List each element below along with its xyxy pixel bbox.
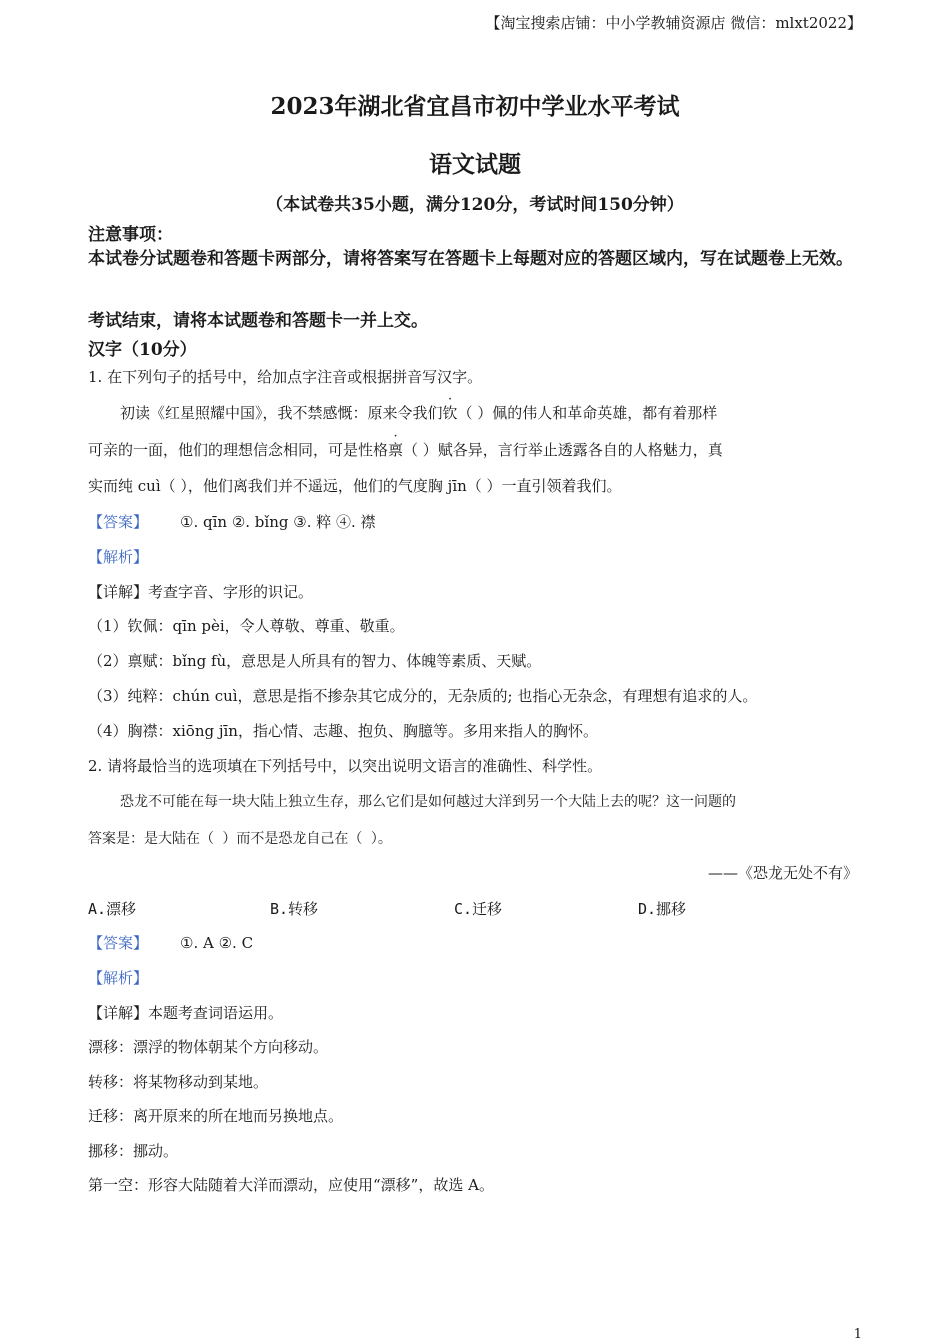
dotted-char: 禀 — [388, 441, 404, 459]
dotted-char: 钦 — [442, 404, 458, 422]
q1-passage-line-1 — [120, 402, 717, 423]
q2-answer-row — [88, 932, 253, 953]
q1-answer: ①. qīn ②. bǐng ③. 粹 ④. 襟 — [180, 513, 376, 531]
section-heading: 汉字（10分） — [88, 340, 197, 360]
q1-passage-text: （ ）赋各异，言行举止透露各自的人格魅力，真 — [403, 441, 723, 459]
answer-label: 【答案】 — [88, 934, 149, 952]
exam-info: （本试卷共35小题，满分120分，考试时间150分钟） — [266, 195, 684, 215]
q1-detail-3: （3）纯粹：chún cuì，意思是指不掺杂其它成分的，无杂质的; 也指心无杂念，有理想有追求的人。 — [88, 687, 758, 705]
q2-detail-2: 转移：将某物移动到某地。 — [88, 1073, 269, 1091]
q2-stem: 2. 请将最恰当的选项填在下列括号中，以突出说明文语言的准确性、科学性。 — [88, 757, 603, 775]
q2-option-c: C.迁移 — [454, 900, 503, 918]
analysis-label: 【解析】 — [88, 548, 149, 566]
q1-detail-2: （2）禀赋：bǐng fù，意思是人所具有的智力、体魄等素质、天赋。 — [88, 652, 542, 670]
q1-passage-text: 初读《红星照耀中国》，我不禁感慨：原来令我们 — [120, 404, 443, 422]
q2-answer: ①. A ②. C — [180, 934, 254, 952]
notice-line-1: 本试卷分试题卷和答题卡两部分，请将答案写在答题卡上每题对应的答题区域内，写在试题卷上无效。 — [88, 249, 853, 269]
q2-source: ——《恐龙无处不有》 — [707, 864, 858, 882]
q2-detail-4: 挪移：挪动。 — [88, 1142, 179, 1160]
q1-detail-4: （4）胸襟：xiōng jīn，指心情、志趣、抱负、胸臆等。多用来指人的胸怀。 — [88, 722, 598, 740]
analysis-label: 【解析】 — [88, 969, 149, 987]
notice-line-2: 考试结束，请将本试题卷和答题卡一并上交。 — [88, 311, 428, 331]
header-note: 【淘宝搜索店铺：中小学教辅资源店 微信：mlxt2022】 — [485, 14, 862, 32]
page-title: 2023年湖北省宜昌市初中学业水平考试 — [270, 93, 680, 120]
answer-label: 【答案】 — [88, 513, 149, 531]
q1-passage-text: 可亲的一面，他们的理想信念相同，可是性格 — [88, 441, 389, 459]
q2-detail: 【详解】本题考查词语运用。 — [88, 1004, 284, 1022]
q2-detail-5: 第一空：形容大陆随着大洋而漂动，应使用“漂移”，故选 A。 — [88, 1176, 494, 1194]
q2-detail-1: 漂移：漂浮的物体朝某个方向移动。 — [88, 1038, 329, 1056]
q1-detail: 【详解】考查字音、字形的识记。 — [88, 583, 314, 601]
page-subtitle: 语文试题 — [429, 151, 521, 178]
q1-answer-row — [88, 511, 376, 532]
q2-detail-3: 迁移：离开原来的所在地而另换地点。 — [88, 1107, 344, 1125]
page-number: 1 — [853, 1327, 862, 1342]
q2-passage-line-1: 恐龙不可能在每一块大陆上独立生存，那么它们是如何越过大洋到另一个大陆上去的呢？这一问题的 — [120, 794, 736, 810]
q2-passage-line-2: 答案是：是大陆在（ ）而不是恐龙自己在（ ）。 — [88, 831, 392, 847]
q1-stem: 1. 在下列句子的括号中，给加点字注音或根据拼音写汉字。 — [88, 368, 483, 386]
q2-option-d: D.挪移 — [638, 900, 687, 918]
q1-passage-line-3: 实而纯 cuì（ ），他们离我们并不遥远，他们的气度胸 jīn（ ）一直引领着我们。 — [88, 477, 622, 495]
notice-heading: 注意事项： — [88, 225, 173, 245]
q1-passage-line-2 — [88, 439, 723, 460]
q2-option-b: B.转移 — [270, 900, 319, 918]
q2-option-a: A.漂移 — [88, 900, 137, 918]
q1-passage-text: （ ）佩的伟人和革命英雄，都有着那样 — [457, 404, 718, 422]
q1-detail-1: （1）钦佩：qīn pèi，令人尊敬、尊重、敬重。 — [88, 617, 405, 635]
